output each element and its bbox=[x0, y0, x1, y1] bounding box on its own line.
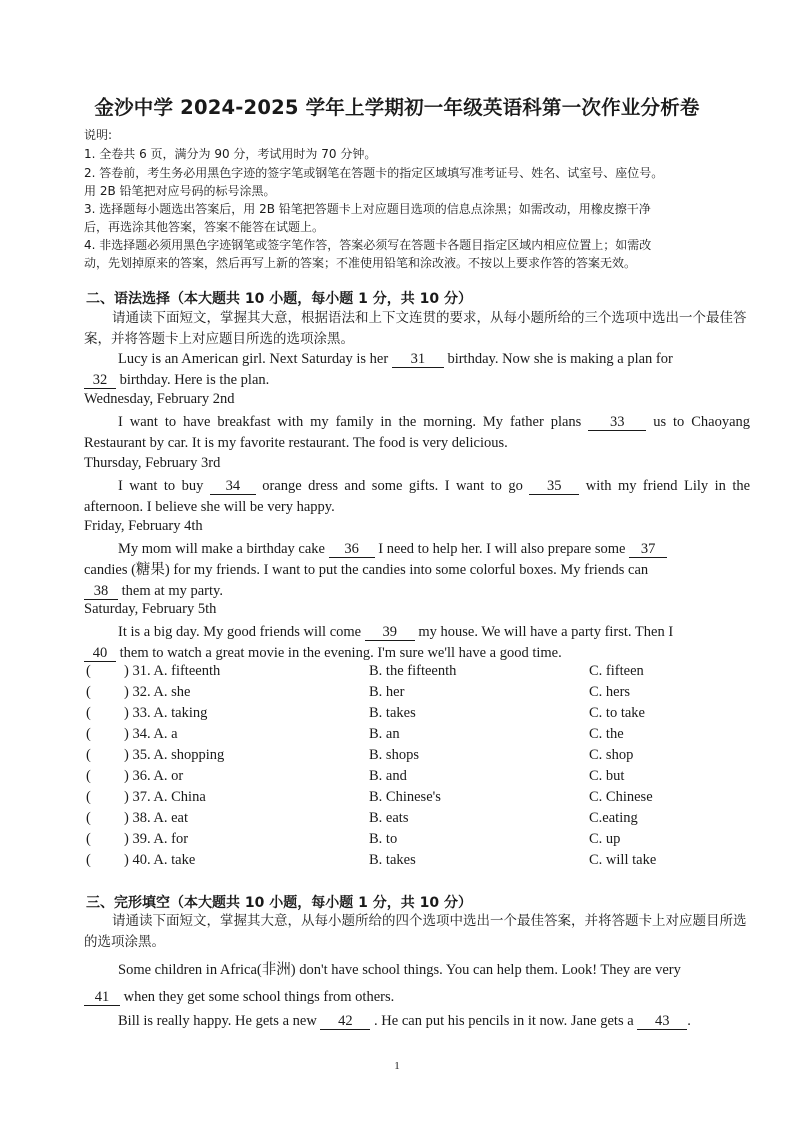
question-row bbox=[86, 789, 746, 810]
option-a: ) 35. A. shopping bbox=[124, 747, 225, 763]
option-b: B. takes bbox=[369, 852, 416, 868]
note-4a: 4. 非选择题必须用黑色字迹钢笔或签字笔作答，答案必须写在答题卡各题目指定区域内相应位置上；如需改 bbox=[84, 238, 652, 252]
question-row bbox=[86, 810, 746, 831]
section3-instruction: 请通读下面短文，掌握其大意，从每小题所给的四个选项中选出一个最佳答案，并将答题卡上对应题目所选的选项涂黑。 bbox=[84, 913, 747, 950]
text: I want to have breakfast with my family in the morning. My father plans bbox=[118, 414, 582, 430]
text: birthday. Here is the plan. bbox=[119, 371, 270, 388]
answer-paren: ( bbox=[86, 831, 91, 847]
option-a: ) 33. A. taking bbox=[124, 705, 208, 721]
blank-42: 42 bbox=[320, 1013, 370, 1030]
option-a: ) 38. A. eat bbox=[124, 810, 189, 826]
answer-paren: ( bbox=[86, 789, 91, 805]
passage-paragraph-5 bbox=[84, 622, 750, 664]
blank-38: 38 bbox=[84, 583, 118, 600]
answer-paren: ( bbox=[86, 810, 91, 826]
option-b: B. eats bbox=[369, 810, 409, 826]
blank-39: 39 bbox=[365, 624, 415, 641]
note-3a: 3. 选择题每小题选出答案后，用 2B 铅笔把答题卡上对应题目选项的信息点涂黑；如需改动，用橡皮擦干净 bbox=[84, 202, 651, 216]
option-a: ) 32. A. she bbox=[124, 684, 191, 700]
cloze-paragraph-1 bbox=[84, 957, 750, 1011]
blank-40: 40 bbox=[84, 645, 116, 662]
option-b: B. Chinese's bbox=[369, 789, 441, 805]
question-row bbox=[86, 663, 746, 684]
answer-paren: ( bbox=[86, 768, 91, 784]
text: birthday. Now she is making a plan for bbox=[447, 351, 673, 367]
option-c: C.eating bbox=[589, 810, 638, 826]
answer-paren: ( bbox=[86, 852, 91, 868]
passage-paragraph-2 bbox=[84, 412, 750, 454]
note-4b: 动，先划掉原来的答案，然后再写上新的答案；不准使用铅笔和涂改液。不按以上要求作答的答案无效。 bbox=[84, 256, 637, 270]
answer-paren: ( bbox=[86, 747, 91, 763]
text: candies (糖果) for my friends. I want to put the candies into some colorful boxes. My friends can bbox=[84, 561, 649, 578]
option-c: C. fifteen bbox=[589, 663, 644, 679]
question-row bbox=[86, 705, 746, 726]
question-row bbox=[86, 684, 746, 705]
blank-35: 35 bbox=[529, 478, 579, 495]
text: . He can put his pencils in it now. Jane gets a bbox=[374, 1013, 634, 1029]
blank-31: 31 bbox=[392, 351, 444, 368]
answer-paren: ( bbox=[86, 726, 91, 742]
blank-33: 33 bbox=[588, 414, 646, 431]
text: Lucy is an American girl. Next Saturday is her bbox=[118, 351, 389, 367]
note-3b: 后，再选涂其他答案，答案不能答在试题上。 bbox=[84, 220, 325, 234]
option-c: C. up bbox=[589, 831, 621, 847]
blank-36: 36 bbox=[329, 541, 375, 558]
option-a: ) 31. A. fifteenth bbox=[124, 663, 221, 679]
text: Bill is really happy. He gets a new bbox=[118, 1013, 317, 1029]
option-c: C. hers bbox=[589, 684, 631, 700]
option-a: ) 39. A. for bbox=[124, 831, 189, 847]
option-b: B. to bbox=[369, 831, 398, 847]
option-a: ) 36. A. or bbox=[124, 768, 184, 784]
section3-heading: 三、完形填空（本大题共 10 小题，每小题 1 分，共 10 分） bbox=[86, 895, 472, 911]
exam-title: 金沙中学 2024-2025 学年上学期初一年级英语科第一次作业分析卷 bbox=[94, 96, 700, 119]
passage-paragraph-3 bbox=[84, 476, 750, 518]
option-c: C. the bbox=[589, 726, 624, 742]
text: I want to buy bbox=[118, 478, 204, 494]
passage-paragraph-4 bbox=[84, 539, 750, 601]
day-heading-wednesday: Wednesday, February 2nd bbox=[84, 391, 235, 407]
text: them to watch a great movie in the evening. I'm sure we'll have a good time. bbox=[119, 644, 562, 661]
text: them at my party. bbox=[121, 582, 223, 599]
option-b: B. takes bbox=[369, 705, 416, 721]
text: I need to help her. I will also prepare some bbox=[378, 541, 626, 557]
day-heading-friday: Friday, February 4th bbox=[84, 518, 203, 534]
note-1: 1. 全卷共 6 页，满分为 90 分，考试用时为 70 分钟。 bbox=[84, 147, 377, 161]
notes-heading: 说明: bbox=[84, 128, 113, 142]
option-b: B. her bbox=[369, 684, 405, 700]
option-c: C. to take bbox=[589, 705, 645, 721]
passage-paragraph-1 bbox=[84, 349, 750, 391]
option-a: ) 40. A. take bbox=[124, 852, 196, 868]
day-heading-saturday: Saturday, February 5th bbox=[84, 601, 217, 617]
blank-43: 43 bbox=[637, 1013, 687, 1030]
question-row bbox=[86, 747, 746, 768]
option-b: B. the fifteenth bbox=[369, 663, 457, 679]
day-heading-thursday: Thursday, February 3rd bbox=[84, 455, 221, 471]
option-c: C. shop bbox=[589, 747, 634, 763]
cloze-paragraph-2 bbox=[84, 1011, 750, 1032]
blank-34: 34 bbox=[210, 478, 256, 495]
text: Some children in Africa(非洲) don't have school things. You can help them. Look! They are very bbox=[118, 962, 681, 978]
option-c: C. will take bbox=[589, 852, 657, 868]
text: when they get some school things from others. bbox=[123, 989, 395, 1005]
option-a: ) 34. A. a bbox=[124, 726, 178, 742]
note-2b: 用 2B 铅笔把对应号码的标号涂黑。 bbox=[84, 184, 276, 198]
blank-37: 37 bbox=[629, 541, 667, 558]
answer-paren: ( bbox=[86, 684, 91, 700]
text: orange dress and some gifts. I want to go bbox=[262, 478, 523, 494]
question-row bbox=[86, 726, 746, 747]
question-row bbox=[86, 831, 746, 852]
question-row bbox=[86, 768, 746, 789]
text: It is a big day. My good friends will come bbox=[118, 624, 362, 640]
option-a: ) 37. A. China bbox=[124, 789, 206, 805]
text: My mom will make a birthday cake bbox=[118, 541, 325, 557]
question-row bbox=[86, 852, 746, 873]
section2-heading: 二、语法选择（本大题共 10 小题，每小题 1 分，共 10 分） bbox=[86, 291, 472, 307]
blank-41: 41 bbox=[84, 989, 120, 1006]
blank-32: 32 bbox=[84, 372, 116, 389]
text: my house. We will have a party first. Then I bbox=[418, 624, 674, 640]
option-b: B. and bbox=[369, 768, 407, 784]
text: . bbox=[687, 1013, 691, 1029]
page-number: 1 bbox=[394, 1060, 400, 1072]
text: with my friend Lily in the afternoon. I believe she will be very happy. bbox=[84, 478, 751, 515]
option-b: B. shops bbox=[369, 747, 419, 763]
answer-paren: ( bbox=[86, 663, 91, 679]
section2-instruction: 请通读下面短文，掌握其大意，根据语法和上下文连贯的要求，从每小题所给的三个选项中选出一个最佳答案，并将答题卡上对应题目所选的选项涂黑。 bbox=[84, 310, 747, 347]
option-b: B. an bbox=[369, 726, 400, 742]
option-c: C. but bbox=[589, 768, 625, 784]
note-2a: 2. 答卷前，考生务必用黑色字迹的签字笔或钢笔在答题卡的指定区域填写准考证号、姓名、试室号、座位号。 bbox=[84, 166, 664, 180]
option-c: C. Chinese bbox=[589, 789, 653, 805]
answer-paren: ( bbox=[86, 705, 91, 721]
text: us to Chaoyang Restaurant by car. It is my favorite restaurant. The food is very delicious. bbox=[84, 414, 751, 451]
